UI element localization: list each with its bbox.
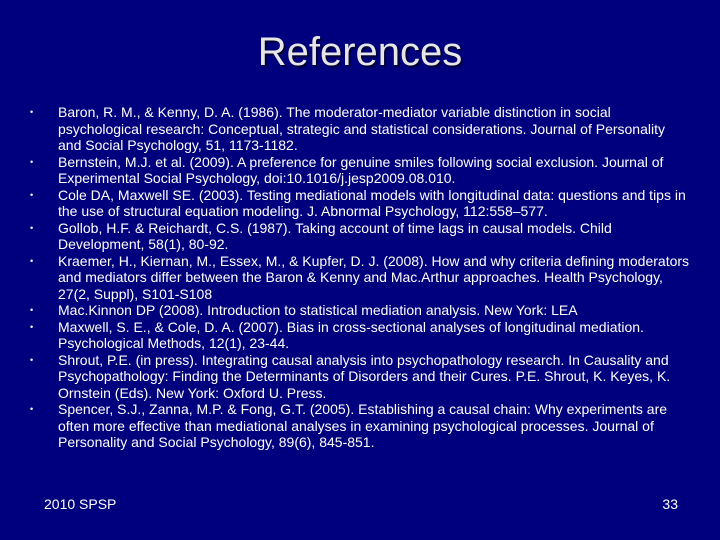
reference-text: Spencer, S.J., Zanna, M.P. & Fong, G.T. (2005). Establishing a causal chain: Why experiments are often more effective than mediational analyses in examining psychological processes. Journal of Personality and Social Psychology, 89(6), 845-851. [58, 401, 668, 450]
bullet-icon: • [30, 354, 34, 365]
reference-text: Shrout, P.E. (in press). Integrating causal analysis into psychopathology research. In Causality and Psychopathology: Finding the Determinants of Disorders and their Cures. P.E. Shrout, K. Keyes, K. Ornstein (Eds). New York: Oxford U. Press. [58, 351, 671, 401]
reference-item [30, 154, 690, 187]
reference-item [30, 104, 690, 154]
reference-text: Bernstein, M.J. et al. (2009). A preference for genuine smiles following social exclusion. Journal of Experimental Social Psychology, doi:10.1016/j.jesp2009.08.010. [58, 153, 664, 186]
bullet-icon: • [30, 305, 34, 315]
reference-item [30, 352, 690, 402]
bullet-icon: • [30, 107, 34, 117]
page-number: 33 [662, 496, 678, 512]
slide-title: References [257, 30, 463, 74]
bullet-icon: • [30, 255, 34, 266]
reference-list [30, 104, 690, 451]
reference-text: Cole DA, Maxwell SE. (2003). Testing mediational models with longitudinal data: questions and tips in the use of structural equation modeling. J. Abnormal Psychology, 112:558–577. [58, 186, 686, 219]
bullet-icon: • [30, 321, 34, 332]
reference-item [30, 319, 690, 352]
bullet-icon: • [30, 222, 34, 233]
reference-text: Baron, R. M., & Kenny, D. A. (1986). The moderator-mediator variable distinction in social psychological research: Conceptual, strategic and statistical considerations. Journal of Personality and Social Psychology, 51, 1173-1182. [58, 104, 665, 153]
reference-text: Maxwell, S. E., & Cole, D. A. (2007). Bias in cross-sectional analyses of longitudinal mediation. Psychological Methods, 12(1), 23-44. [58, 318, 644, 351]
reference-item [30, 401, 690, 451]
reference-item [30, 302, 690, 319]
bullet-icon: • [30, 189, 34, 200]
reference-item [30, 187, 690, 220]
bullet-icon: • [30, 404, 34, 414]
reference-item [30, 220, 690, 253]
reference-item [30, 253, 690, 303]
bullet-icon: • [30, 156, 34, 167]
reference-text: Mac.Kinnon DP (2008). Introduction to statistical mediation analysis. New York: LEA [58, 302, 578, 318]
footer-label: 2010 SPSP [44, 496, 117, 512]
reference-text: Gollob, H.F. & Reichardt, C.S. (1987). Taking account of time lags in causal models. Child Development, 58(1), 80-92. [58, 219, 612, 252]
reference-text: Kraemer, H., Kiernan, M., Essex, M., & Kupfer, D. J. (2008). How and why criteria defining moderators and mediators differ between the Baron & Kenny and Mac.Arthur approaches. Health Psychology, 27(2, Suppl), S101-S108 [58, 252, 690, 302]
